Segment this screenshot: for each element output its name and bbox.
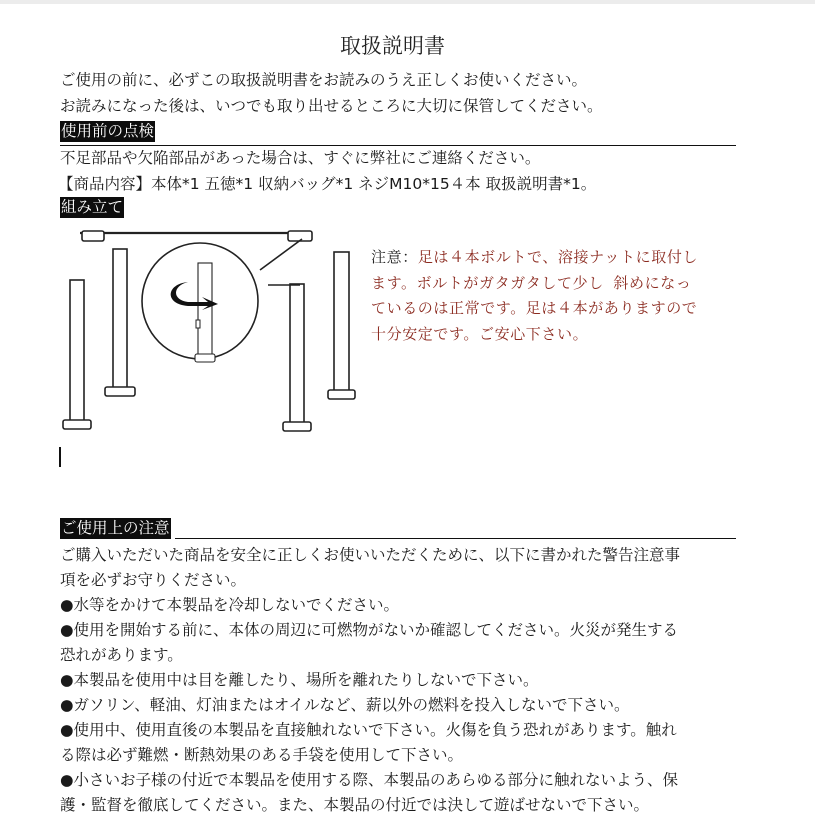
precaution-line: ●小さいお子様の付近で本製品を使用する際、本製品のあらゆる部分に触れないよう、保: [60, 771, 679, 789]
section-heading-assembly: 組み立て: [61, 198, 124, 216]
note-line-1: [371, 245, 731, 271]
assembly-note: [371, 245, 731, 347]
precaution-line: ●使用を開始する前に、本体の周辺に可燃物がないか確認してください。火災が発生する: [60, 621, 679, 639]
note-line-3: ているのは正常です。足は４本がありますので: [371, 299, 698, 317]
precaution-line: 項を必ずお守りください。: [60, 571, 247, 589]
inspection-line-1: 不足部品や欠陥部品があった場合は、すぐに弊社にご連絡ください。: [60, 149, 541, 167]
precaution-line: 護・監督を徹底してください。また、本製品の付近では決して遊ばせないで下さい。: [60, 796, 650, 814]
text-cursor[interactable]: [59, 447, 61, 467]
precaution-line: ●使用中、使用直後の本製品を直接触れないで下さい。火傷を負う恐れがあります。触れ: [60, 721, 677, 739]
precaution-line: ●水等をかけて本製品を冷却しないでください。: [60, 596, 400, 614]
precaution-line: ご購入いただいた商品を安全に正しくお使いいただくために、以下に書かれた警告注意事: [60, 546, 681, 564]
page-title: 取扱説明書: [340, 34, 445, 58]
intro-line-2: お読みになった後は、いつでも取り出せるところに大切に保管してください。: [60, 97, 603, 115]
precaution-line: る際は必ず難燃・断熱効果のある手袋を使用して下さい。: [60, 746, 464, 764]
section-rule-precautions: [175, 538, 736, 539]
top-border: [0, 0, 815, 4]
section-heading-precautions: ご使用上の注意: [61, 519, 170, 537]
intro-line-1: ご使用の前に、必ずこの取扱説明書をお読みのうえ正しくお使いください。: [60, 71, 588, 89]
precaution-line: 恐れがあります。: [60, 646, 183, 664]
note-line-2: ます。ボルトがガタガタして少し 斜めになっ: [371, 273, 692, 292]
precaution-line: ●ガソリン、軽油、灯油またはオイルなど、薪以外の燃料を投入しないで下さい。: [60, 696, 630, 714]
note-label: 注意：: [371, 248, 418, 266]
product-contents-line: 【商品内容】本体*1 五徳*1 収納バッグ*1 ネジM10*15４本 取扱説明書*1。: [58, 175, 597, 193]
assembly-figure: [60, 222, 365, 437]
precaution-line: ●本製品を使用中は目を離したり、場所を離れたりしないで下さい。: [60, 671, 539, 689]
table-legs-diagram-icon: [60, 222, 365, 437]
note-text-1: 足は４本ボルトで、溶接ナットに取付し: [417, 248, 699, 266]
section-heading-inspection: 使用前の点検: [61, 122, 155, 140]
note-line-4: 十分安定です。ご安心下さい。: [371, 324, 589, 343]
